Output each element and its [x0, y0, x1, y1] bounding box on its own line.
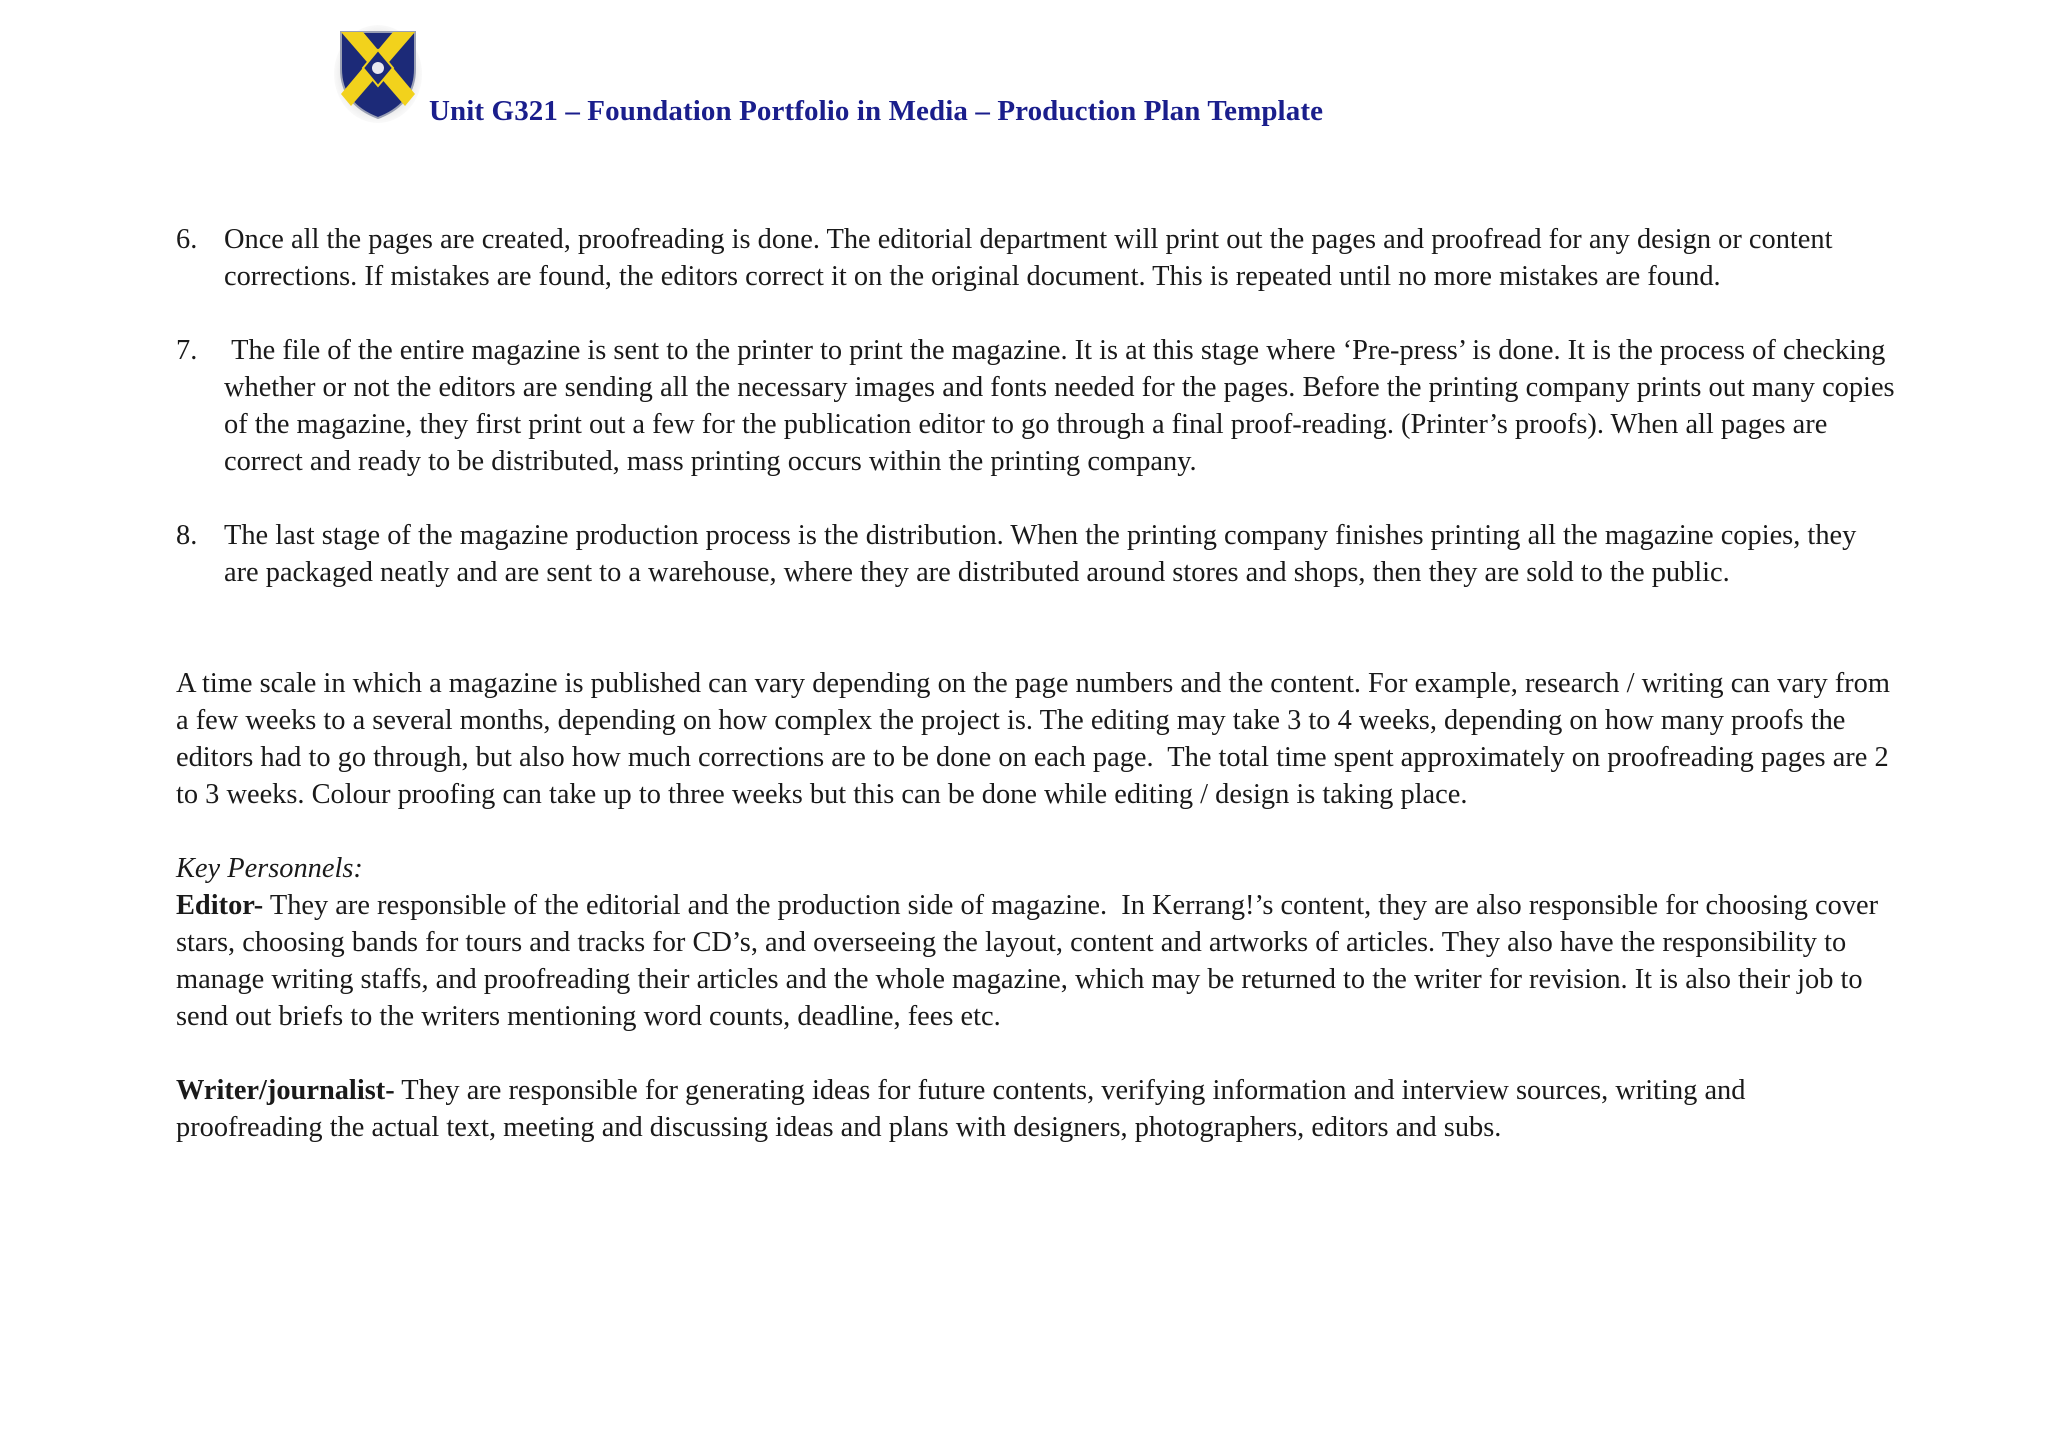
school-crest-icon — [333, 24, 423, 124]
document-body — [176, 221, 1902, 1183]
writer-label: Writer/journalist- — [176, 1075, 395, 1106]
key-personnel-heading: Key Personnels: — [176, 853, 363, 884]
writer-paragraph — [176, 1072, 1896, 1146]
list-item-number: 6. — [176, 224, 198, 255]
list-item — [176, 221, 1896, 295]
list-item-text: Once all the pages are created, proofreading is done. The editorial department will print out the pages and proofread for any design or content corrections. If mistakes are found, the editors correct it on the original document. This is repeated until no more mistakes are found. — [224, 224, 1833, 292]
editor-description: They are responsible of the editorial and the production side of magazine. In Kerrang!’s content, they are also responsible for choosing cover stars, choosing bands for tours and tracks for CD’s, and overseeing the layout, content and artworks of articles. They also have the responsibility to manage writing staffs, and proofreading their articles and the whole magazine, which may be returned to the writer for revision. It is also their job to send out briefs to the writers mentioning word counts, deadline, fees etc. — [176, 890, 1886, 1032]
list-item-number: 7. — [176, 335, 198, 366]
writer-description: They are responsible for generating ideas for future contents, verifying information and interview sources, writing and proofreading the actual text, meeting and discussing ideas and plans with designers, photographers, editors and subs. — [176, 1075, 1753, 1143]
list-item-text: The file of the entire magazine is sent to the printer to print the magazine. It is at this stage where ‘Pre-press’ is done. It is the process of checking whether or not the editors are sending all the necessary images and fonts needed for the pages. Before the printing company prints out many copies of the magazine, they first print out a few for the publication editor to go through a final proof-reading. (Printer’s proofs). When all pages are correct and ready to be distributed, mass printing occurs within the printing company. — [224, 335, 1902, 477]
page-title: Unit G321 – Foundation Portfolio in Media – Production Plan Template — [429, 95, 1324, 127]
page-header — [333, 24, 1533, 134]
timescale-paragraph: A time scale in which a magazine is published can vary depending on the page numbers and the content. For example, research / writing can vary from a few weeks to a several months, depending on how complex the project is. The editing may take 3 to 4 weeks, depending on how many proofs the editors had to go through, but also how much corrections are to be done on each page. The total time spent approximately on proofreading pages are 2 to 3 weeks. Colour proofing can take up to three weeks but this can be done while editing / design is taking place. — [176, 668, 1898, 810]
editor-label: Editor- — [176, 890, 264, 921]
editor-paragraph — [176, 850, 1896, 1035]
list-item — [176, 517, 1896, 591]
list-item-number: 8. — [176, 520, 198, 551]
list-item-text: The last stage of the magazine production process is the distribution. When the printing company finishes printing all the magazine copies, they are packaged neatly and are sent to a warehouse, where they are distributed around stores and shops, then they are sold to the public. — [224, 520, 1857, 588]
list-item — [176, 332, 1902, 480]
